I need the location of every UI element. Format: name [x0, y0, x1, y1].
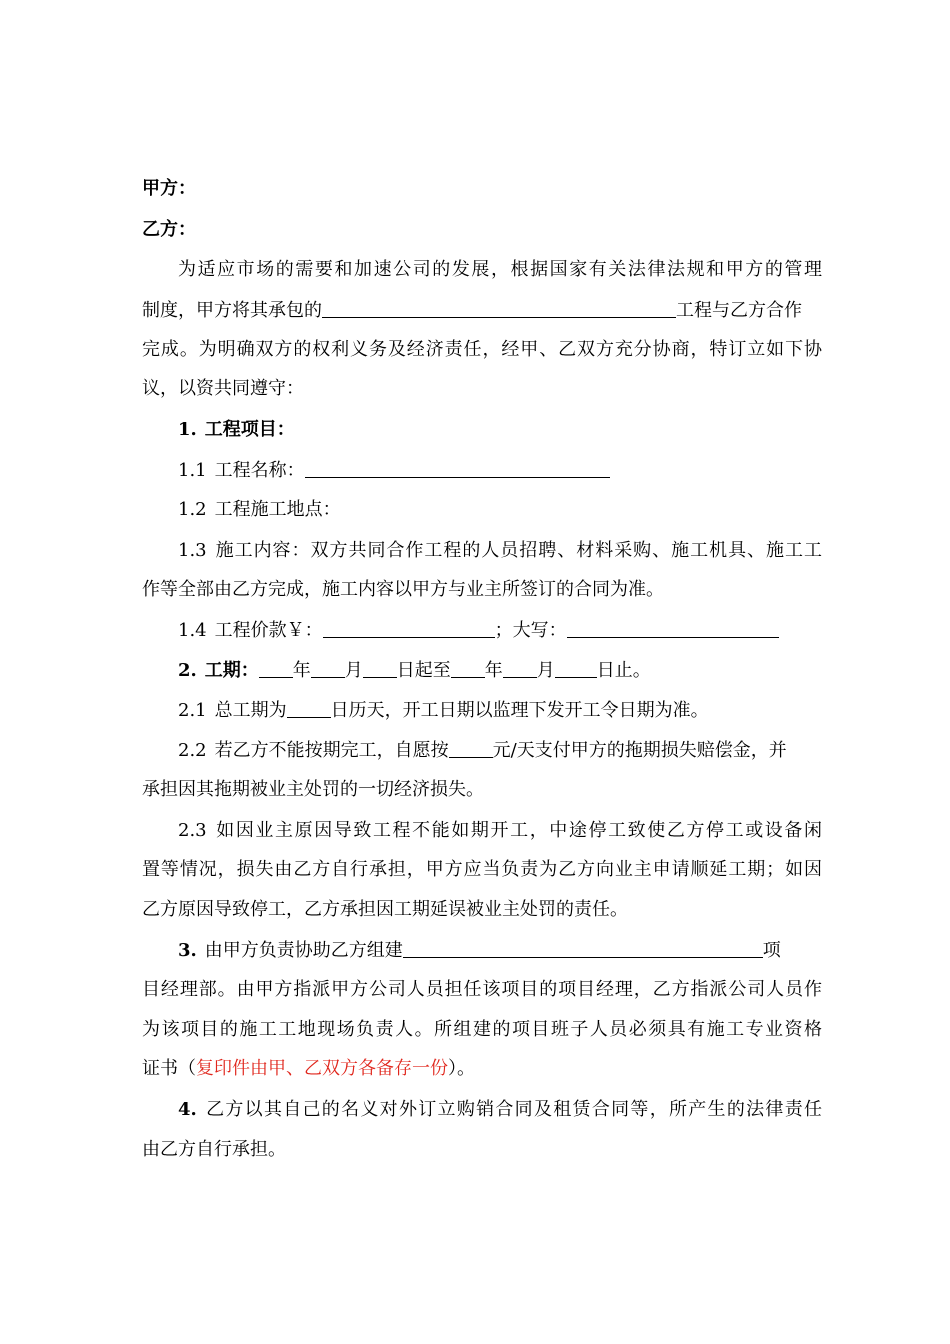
project-name-blank[interactable] — [322, 297, 676, 318]
project-department-field[interactable] — [403, 937, 763, 958]
start-year-field[interactable] — [259, 657, 293, 678]
end-day-field[interactable] — [555, 657, 597, 678]
end-month-field[interactable] — [503, 657, 537, 678]
section-1-heading: 1. 工程项目： — [178, 419, 295, 440]
section-2-1: 2.1 总工期为 日历天，开工日期以监理下发开工令日期为准。 — [178, 697, 822, 724]
end-year-field[interactable] — [451, 657, 485, 678]
contract-page: 甲方： 乙方： 为适应市场的需要和加速公司的发展，根据国家有关法律法规和甲方的管理 制度，甲方将其承包的 工程与乙方合作 完成。为明确双方的权利义务及经济责任，经甲、乙双方充分协商，特订立如下协 议，以资共同遵守： 1. 工程项目： 1.1 工程名称： 1.2 工程施工地点： 1.3 施工内容：双方共同合作工程的人员招聘、材料采购、施工机具、施工工 作等全部由乙方完成，施工内容以甲方与业主所签订的合同为准。 1.4 工程价款￥： ；大写： 2. 工期： 年 月 日起至 年 月 日止。 2.1 总工期为 日历天，开工日期以监理下发开工令日期为准。 2.2 若乙方不能按期完工，自愿按 元/天支付甲方的拖期损失赔偿金，并 承担因其拖期被业主处罚的一切经济损失。 2.3 如因业主原因导致工程不能如期开工，中途停工致使乙方停工或设备闲 置等情况，损失由乙方自行承担，甲方应当负责为乙方向业主申请顺延工期；如因 乙方原因导致停工，乙方承担因工期延误被业主处罚的责任。 3. 由甲方负责协助乙方组建 项 目经理部。由甲方指派甲方公司人员担任该项目的项目经理，乙方指派公司人员作 为该项目的施工工地现场负责人。所组建的项目班子人员必须具有施工专业资格 证书（复印件由甲、乙双方各备存一份）。 4. 乙方以其自己的名义对外订立购销合同及租赁合同等，所产生的法律责任 由乙方自行承担。 — [142, 178, 822, 1160]
project-name-field[interactable] — [305, 457, 610, 478]
section-1-4: 1.4 工程价款￥： ；大写： — [178, 617, 822, 644]
party-b-label: 乙方： — [142, 219, 196, 240]
start-month-field[interactable] — [311, 657, 345, 678]
section-1-2: 1.2 工程施工地点： — [178, 499, 341, 520]
section-2-heading: 2. 工期： 年 月 日起至 年 月 日止。 — [178, 657, 822, 684]
highlighted-note: 复印件由甲、乙双方各备存一份 — [196, 1058, 448, 1079]
total-days-field[interactable] — [287, 697, 331, 718]
price-words-field[interactable] — [567, 617, 779, 638]
price-number-field[interactable] — [323, 617, 495, 638]
section-1-1: 1.1 工程名称： — [178, 457, 822, 484]
start-day-field[interactable] — [363, 657, 397, 678]
penalty-rate-field[interactable] — [449, 737, 493, 758]
party-a-label: 甲方： — [142, 178, 196, 199]
